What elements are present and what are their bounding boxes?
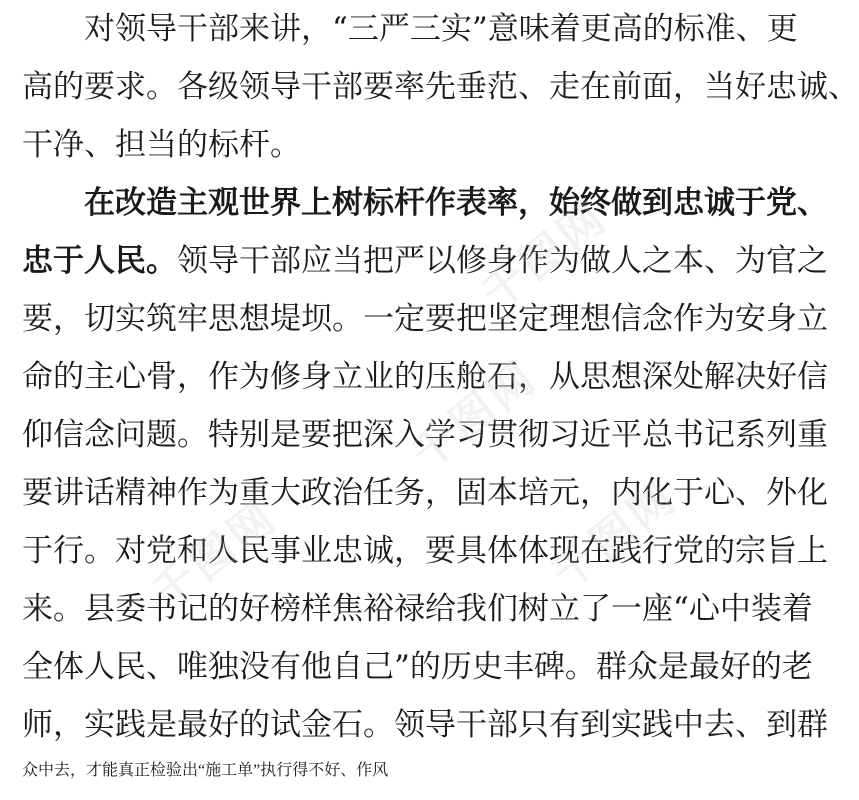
paragraph-2-line-3: 要，切实筑牢思想堤坝。一定要把坚定理想信念作为安身立 [22,301,828,337]
paragraph-2-heading-line-1: 在改造主观世界上树标杆作表率，始终做到忠诚于党、 [84,185,828,221]
watermark-logo: 千图网 [542,471,688,600]
partial-cut-off-line [22,762,782,800]
watermark-logo: 千图网 [142,491,288,620]
paragraph-2-line-2-text: 领导干部应当把严以修身作为做人之本、为官之 [177,243,828,279]
document-body [22,0,859,754]
paragraph-1-line-2: 高的要求。各级领导干部要率先垂范、走在前面，当好忠诚、 [22,69,859,105]
paragraph-2-line-2 [22,232,828,290]
paragraph-2-line-7: 于行。对党和人民事业忠诚，要具体体现在践行党的宗旨上 [22,533,828,569]
paragraph-2-line-8: 来。县委书记的好榜样焦裕禄给我们树立了一座“心中装着 [22,591,813,627]
paragraph-2-line-5: 仰信念问题。特别是要把深入学习贯彻习近平总书记系列重 [22,417,828,453]
paragraph-2-heading-end: 忠于人民。 [22,243,177,279]
paragraph-1-line-1: 对领导干部来讲，“三严三实”意味着更高的标准、更 [84,11,798,47]
paragraph-1-line-3: 干净、担当的标杆。 [22,127,301,163]
paragraph-2-line-6: 要讲话精神作为重大政治任务，固本培元，内化于心、外化 [22,475,828,511]
paragraph-2-line-10: 师，实践是最好的试金石。领导干部只有到实践中去、到群 [22,707,828,743]
paragraph-2-line-4: 命的主心骨，作为修身立业的压舱石，从思想深处解决好信 [22,359,828,395]
paragraph-2-line-9: 全体人民、唯独没有他自己”的历史丰碑。群众是最好的老 [22,649,813,685]
partial-line-text: 众中去，才能真正检验出“施工单”执行得不好、作风 [22,762,389,779]
watermark-logo: 千图网 [472,191,618,320]
watermark-logo: 千图网 [402,351,548,480]
